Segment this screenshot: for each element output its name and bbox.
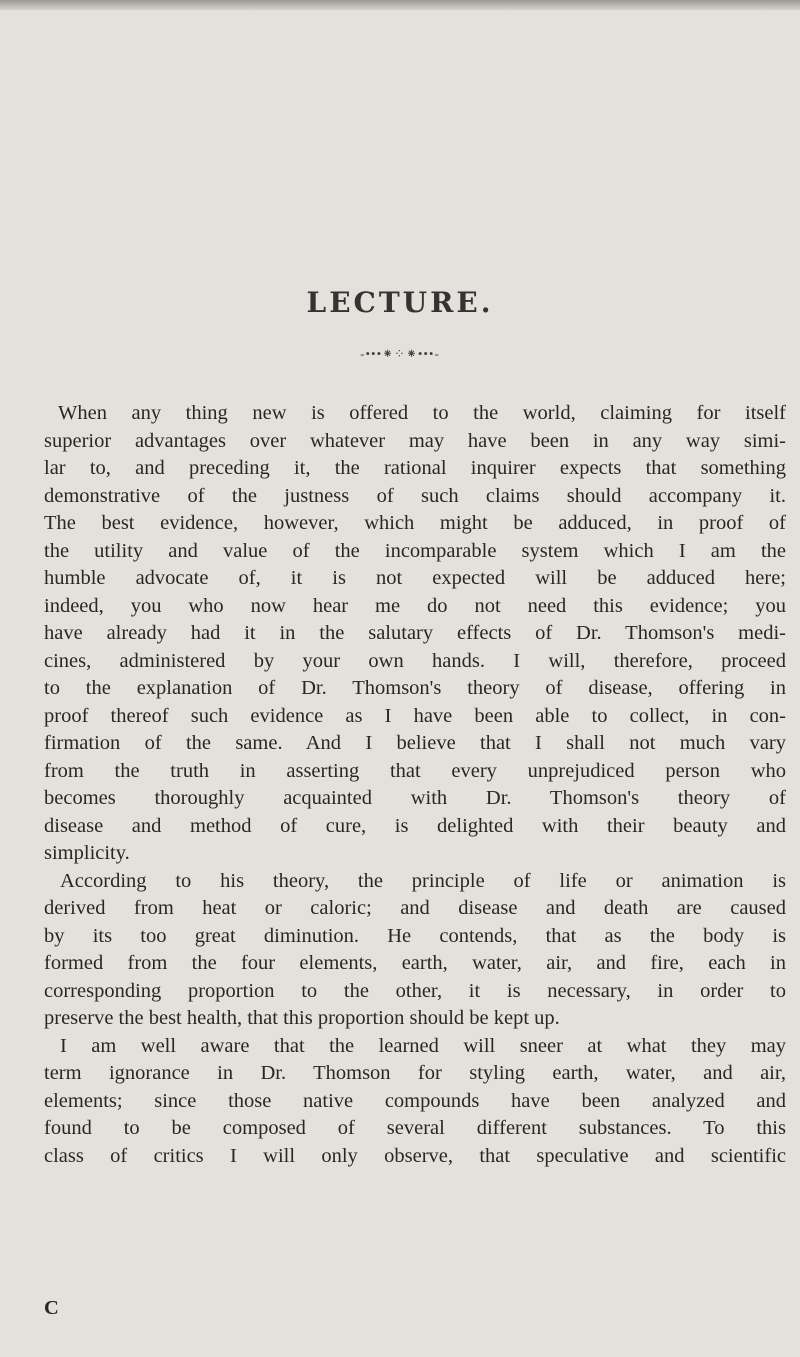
text-line: disease and method of cure, is delighted with their beauty and <box>44 814 786 837</box>
text-line: preserve the best health, that this proportion should be kept up. <box>44 1007 560 1029</box>
text-line: corresponding proportion to the other, it is necessary, in order to <box>44 979 786 1002</box>
text-line: derived from heat or caloric; and disease and death are caused <box>44 897 786 919</box>
text-line: lar to, and preceding it, the rational inquirer expects that something <box>44 457 786 479</box>
text-line: firmation of the same. And I believe that I shall not much vary <box>44 732 786 754</box>
signature-mark: C <box>44 1297 59 1319</box>
text-line: from the truth in asserting that every unprejudiced person who <box>44 759 786 782</box>
text-line: elements; since those native compounds have been analyzed and <box>44 1089 786 1112</box>
text-line: by its too great diminution. He contends, that as the body is <box>44 924 786 947</box>
text-line: formed from the four elements, earth, water, air, and fire, each in <box>44 952 786 974</box>
text-line: term ignorance in Dr. Thomson for styling earth, water, and air, <box>44 1062 786 1084</box>
text-line: to the explanation of Dr. Thomson's theory of disease, offering in <box>44 677 786 699</box>
body-text <box>44 400 786 1170</box>
text-line: proof thereof such evidence as I have been able to collect, in con- <box>44 704 786 727</box>
text-line: demonstrative of the justness of such claims should accompany it. <box>44 484 786 507</box>
title-ornament: -•••⁕⁘⁕•••- <box>360 346 440 361</box>
text-line: cines, administered by your own hands. I will, therefore, proceed <box>44 649 786 672</box>
text-line: superior advantages over whatever may have been in any way simi- <box>44 429 786 452</box>
text-line: have already had it in the salutary effects of Dr. Thomson's medi- <box>44 622 786 644</box>
text-line: becomes thoroughly acquainted with Dr. Thomson's theory of <box>44 787 786 809</box>
text-line: class of critics I will only observe, that speculative and scientific <box>44 1144 786 1167</box>
text-line: I am well aware that the learned will sneer at what they may <box>60 1034 786 1057</box>
text-line: When any thing new is offered to the world, claiming for itself <box>58 402 786 424</box>
text-line: found to be composed of several different substances. To this <box>44 1117 786 1139</box>
text-line: humble advocate of, it is not expected will be adduced here; <box>44 567 786 589</box>
text-line: simplicity. <box>44 842 130 864</box>
text-line: indeed, you who now hear me do not need this evidence; you <box>44 594 786 617</box>
text-line: The best evidence, however, which might be adduced, in proof of <box>44 512 786 534</box>
text-line: the utility and value of the incomparable system which I am the <box>44 539 786 562</box>
text-line: According to his theory, the principle of life or animation is <box>60 869 786 892</box>
page-title: LECTURE. <box>306 286 494 319</box>
